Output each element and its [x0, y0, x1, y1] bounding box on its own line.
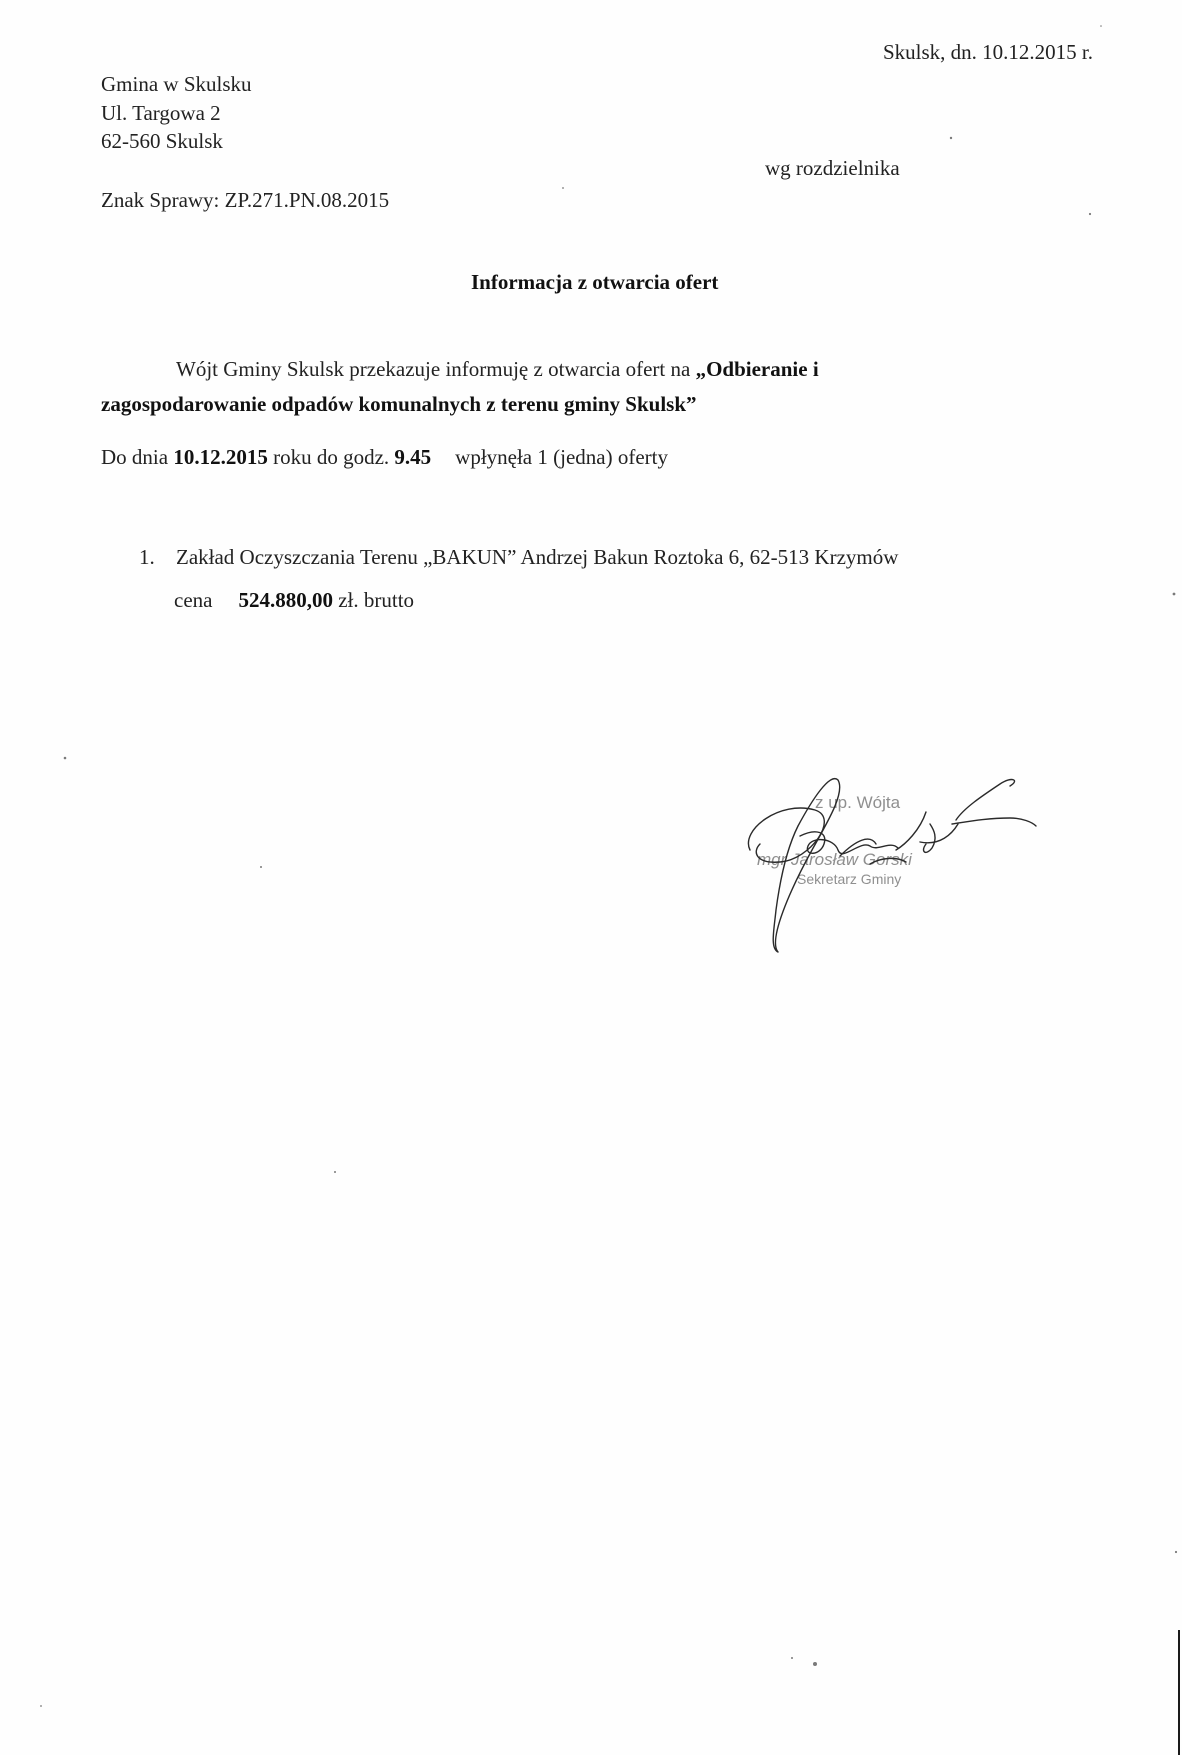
offer-price-suffix: zł. brutto: [332, 588, 415, 612]
stamp-line-authority: z up. Wójta: [815, 793, 901, 812]
deadline-suffix: wpłynęła 1 (jedna) oferty: [455, 445, 668, 469]
document-date: Skulsk, dn. 10.12.2015 r.: [883, 40, 1094, 64]
deadline-time: 9.45: [394, 445, 432, 469]
recipient-note: wg rozdzielnika: [765, 156, 900, 180]
sender-postal: 62-560 Skulsk: [101, 129, 223, 153]
stamp-line-name: mgr Jarosław Gorski: [757, 850, 912, 869]
offer-number: 1.: [139, 545, 155, 569]
intro-line-1: [176, 359, 819, 380]
offer-company: Zakład Oczyszczania Terenu „BAKUN” Andrzej Bakun Roztoka 6, 62-513 Krzymów: [176, 545, 899, 569]
stamp-line-role: Sekretarz Gminy: [797, 871, 902, 887]
sender-street: Ul. Targowa 2: [101, 101, 221, 125]
deadline-line: [101, 447, 668, 468]
deadline-date: 10.12.2015: [173, 445, 268, 469]
document-title: Informacja z otwarcia ofert: [471, 270, 719, 294]
offer-price-value: 524.880,00: [238, 588, 333, 612]
deadline-middle: roku do godz.: [267, 445, 395, 469]
case-number: Znak Sprawy: ZP.271.PN.08.2015: [101, 188, 390, 212]
deadline-prefix: Do dnia: [101, 445, 174, 469]
handwritten-signature: [720, 770, 1060, 970]
intro-line-2: [101, 394, 697, 415]
intro-bold-text-2: zagospodarowanie odpadów komunalnych z terenu gminy Skulsk”: [101, 392, 697, 416]
intro-bold-text-1: „Odbieranie i: [695, 357, 819, 381]
offer-price-label: cena: [174, 588, 213, 612]
offer-price-line: [174, 590, 414, 611]
intro-plain-text: Wójt Gminy Skulsk przekazuje informuję z otwarcia ofert na: [176, 357, 696, 381]
sender-name: Gmina w Skulsku: [101, 72, 252, 96]
